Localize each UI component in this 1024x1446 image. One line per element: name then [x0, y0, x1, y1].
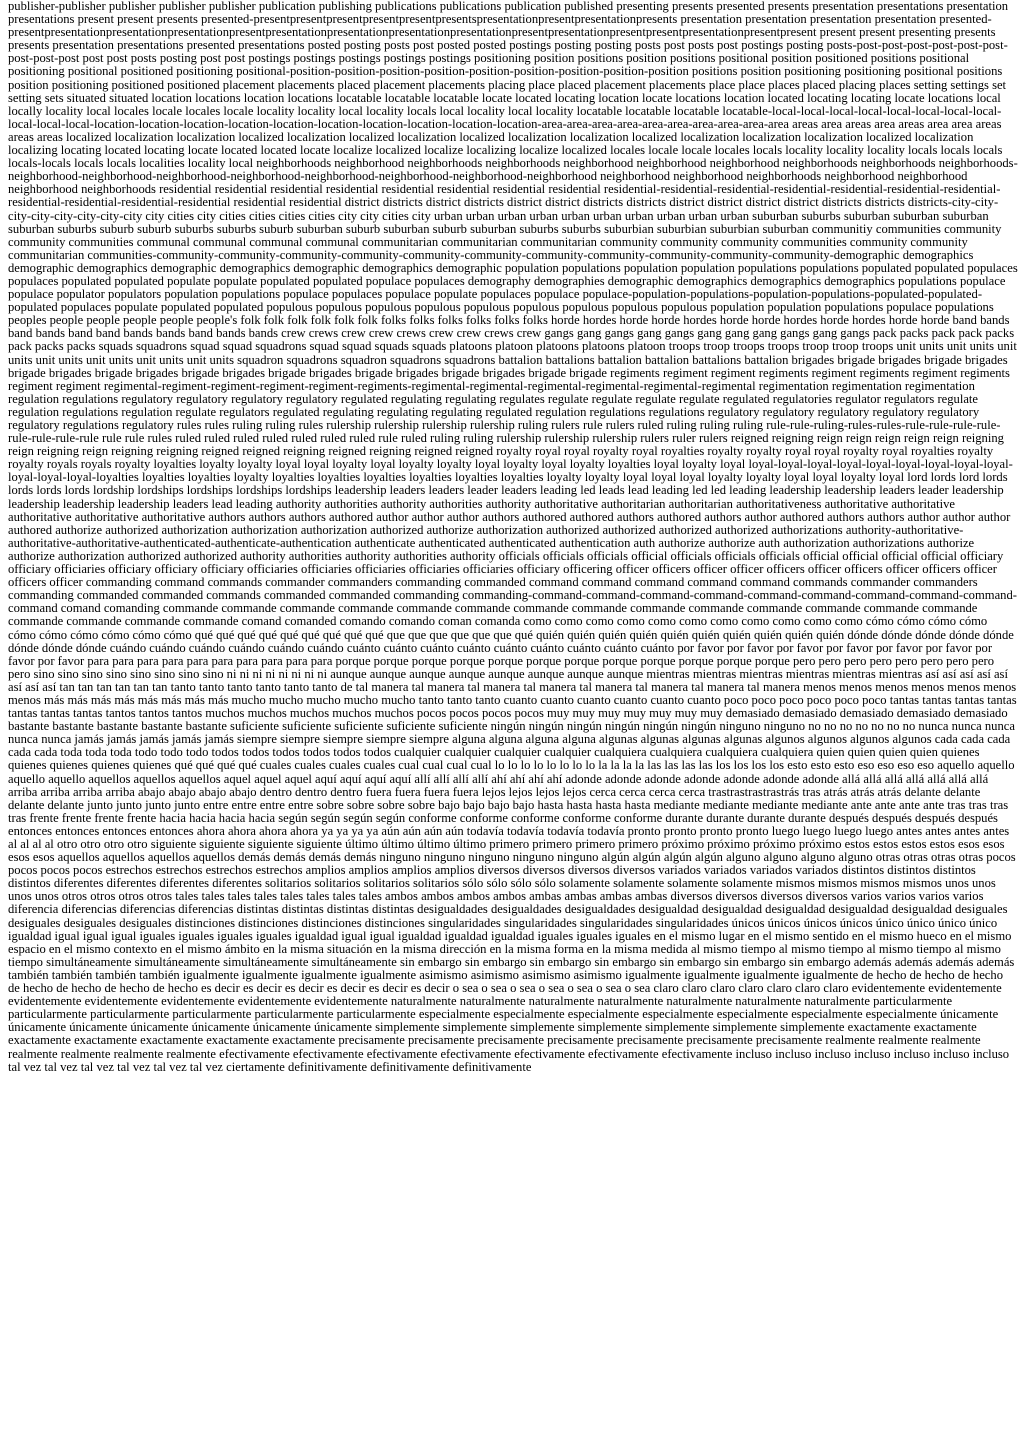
body-text: publisher-publisher publisher publisher publisher publication publishing publications publications publication published presenting presents presented presents presentation presentations presentation presentations present present presents presented-presentpresentpresentpresentpresentpresentspresentationpresentpresentationpresents presentation presentation presentation presentation presented-presentpresentationpresentationpresentationpresentpresentationpresentationpresentationpresentationpresentpresentationpresentpresentpresentationpresentpresent present present presenting presents presents presentation presentations presented presentations posted posting posts post posted posted postings posting posting posts post posts post postings posting posts-post-post-post-post-post-post-post-post-post post post posts posting post post postings postings postings postings postings positioning position positions position positions positional position positioned positions positional positioning positional positioned positioning positional-position-position-position-position-position-position-position-position-position positions position positioning positioning positional positions position positioning positioned positioned placement placements placed placement placements placing place placed placement placements place place places placed placing places setting settings set setting sets situated situated location locations location locations locatable locatable locatable locate located locating location locate locations location located locating locating locate locations local locally locality local locales locale locales locale locality locality local locality locals local locality local locality locatable locatable locatable locatable-local-local-local-local-local-local-local-local-local-local-local-location-location-location-location-location-location-location-location-location-location-area-area-area-area-area-area-area-area-area-area areas area areas area areas area area areas areas areas localized localization localization localized localization localized localization localized localization localization localized localization localization localization localized localization localizing locating located locating locate located located locate localize localized localize localizing localize localized locales locale locale locales locals locality locality locality locals locals locals locals-locals locals locals localities locality local neighborhoods neighborhood neighborhoods neighborhoods neighborhood neighborhood neighborhood neighborhoods neighborhoods neighborhoods-neighborhood-neighborhood-neighborhood-neighborhood-neighborhood-neighborhood-neighborhood-neighborhood neighborhood neighborhood neighborhoods neighborhood neighborhood neighborhood neighborhoods residential residential residential residential residential residential residential residential residential-residential-residential-residential-residential-residential-residential-residential-residential-residential-residential residential residential district districts district districts district district districts districts district district district district districts districts districts-city-city-city-city-city-city-city-city city cities city cities cities cities cities city city cities city urban urban urban urban urban urban urban urban urban urban suburban suburbs suburban suburban suburban suburban suburbs suburb suburb suburbs suburbs suburb suburban suburb suburban suburb suburban suburbs suburbs suburbian suburbian suburbian suburban communitiy communities community community communities communal communal communal communal communitarian communitarian communitarian community community community communities community community communitarian communities-community-community-community-community-community-community-community-community-community-community-community-demographic demographics demographic demographics demographic demographics demographic demographics demographic population populations population population populations populations populated populated populaces populaces populated populated populate populate populated populated populace populaces demography demographies demographic demographics demographics demographics populations populace populace populator populators population populations populace populaces populace populate populaces populace populace-population-populations-population-populations-populated-populated-populated populaces populate populated populated populous populous populous populous populous populous populous populous populous population population populations populace populations peoples people people people people people's folk folk folk folk folk folk folks folks folks folks folks folks horde hordes horde horde hordes horde horde hordes horde hordes horde horde band bands band bands band band bands bands band bands bands crew crews crew crew crews crew crew crews crew gangs gang gangs gang gangs gang gang gang gangs gang gangs pack packs pack pack packs pack packs packs squads squadrons squad squad squadrons squad squad squads squads platoons platoon platoons platoons platoon troops troop troops troops troop troop troops unit units unit units unit units unit units unit units unit units unit units squadron squadrons squadron squadrons squadrons battalion battalions battalion battalion battalions battalion brigades brigade brigades brigade brigades brigade brigades brigade brigades brigade brigades brigade brigades brigade brigades brigade brigades brigade brigade regiments regiment regiment regiments regiment regiments regiment regiments regiment regiment regimental-regiment-regiment-regiment-regiment-regiments-regimental-regimental-regimental-regimental-regimental-regimental regimentation regimentation regimentation regulation regulations regulatory regulatory regulatory regulatory regulated regulating regulating regulates regulate regulate regulate regulate regulated regulatories regulator regulators regulate regulation regulations regulation regulate regulators regulated regulating regulating regulating regulated regulation regulations regulations regulatory regulatory regulatory regulatory regulatory regulatory regulations regulatory rules rules ruling ruling rules rulership rulership rulership rulership ruling rulers rule rulers ruled ruling ruling ruling rule-rule-ruling-rules-rules-rule-rule-rule-rule-rule-rule-rule-rule rule rule rules ruled ruled ruled ruled ruled ruled ruled rule ruled ruling ruling rulership rulership rulership rulers ruler rulers reigned reigning reign reign reign reign reign reigning reign reigning reign reigning reigning reigned reigned reigning reigned reigning reigned reigned royalty royal royal royalty royal royalties royalty royalty royal royal royalty royal royalties royalty royalty royals royals royalty loyalties loyalty loyalty loyal loyal loyalty loyal loyalty loyalty loyal loyalty loyal loyalty loyalties loyal loyalty loyal loyal-loyal-loyal-loyal-loyal-loyal-loyal-loyal-loyal-loyal-loyal-loyal-loyalties loyalties loyalties loyalty loyalties loyalties loyalties loyalties loyalties loyalties loyalty loyalty loyal loyal loyal loyalty loyalty loyal loyal loyalty loyal lord lords lord lords lords lords lords lordship lordships lordships lordships lordships leadership leaders leaders leader leaders leading led leads lead leading led led leading leadership leadership leaders leader leadership leadership leadership leadership leaders lead leading authority authorities authority authorities authority authoritative authoritarian authoritarian authoritativeness authoritative authoritative authoritative authoritative authoritative authors authors authors authored author author author authors authored authored authors authored authors author authored authors authors author author author authored authorize authorized authorization authorization authorization authorized authorize authorization authorized authorized authorized authorized authorizations authority-authoritative-authoritative-authoritative-authenticated-authenticate-authentication authenticate authenticated authenticated authentication auth authorize authorize auth authorization authorizations authorize authorize authorization authorized authorized authority authorities authority authorities authority officials officials officials official officials officials officials official official official official officiary officiary officiaries officiary officiary officiary officiaries officiaries officiaries officiaries officiaries officiary officering officer officers officer officer officers officer officers officer officers officer officers officer commanding command commands commander commanders commanding commanded command command command command command commands commander commanders commanding commanded commanded commands commanded commanded commanding commanding-command-command-command-command-command-command-command-command-command-command comand comanding commande commande commande commande commande commande commande commande commande commande commande commande commande commande commande commande commande commande comand comanded comando comando coman comanda como como como como como como como como como como como cómo cómo cómo cómo cómo cómo cómo cómo cómo cómo qué qué qué qué qué qué qué qué qué que que que que que que qué quién quién quién quién quién quién quién quién quién quién dónde dónde dónde dónde dónde dónde dónde dónde cuándo cuándo cuándo cuándo cuándo cuándo cuánto cuánto cuánto cuánto cuánto cuánto cuánto cuánto cuánto por favor por favor por favor por favor por favor por favor por favor por favor para para para para para para para para para para porque porque porque porque porque porque porque porque porque porque porque porque pero pero pero pero pero pero pero pero pero sino sino sino sino sino sino sino sino ni ni ni ni ni ni ni ni aunque aunque aunque aunque aunque aunque aunque aunque mientras mientras mientras mientras mientras mientras así así así así así así así así tan tan tan tan tan tan tanto tanto tanto tanto tanto tanto de tal manera tal manera tal manera tal manera tal manera tal manera tal manera tal manera menos menos menos menos menos menos menos más más más más más más más más mucho mucho mucho mucho mucho tanto tanto tanto cuanto cuanto cuanto cuanto cuanto cuanto poco poco poco poco poco poco tantas tantas tantas tantas tantas tantas tantas tantos tantos tantos muchos muchos muchos muchos muchos pocos pocos pocos pocos muy muy muy muy muy muy muy demasiado demasiado demasiado demasiado demasiado bastante bastante bastante bastante bastante suficiente suficiente suficiente suficiente suficiente ningún ningún ningún ningún ningún ningún ninguno ninguno no no no no no no no nunca nunca nunca nunca nunca jamás jamás jamás jamás jamás siempre siempre siempre siempre siempre alguna alguna alguna alguna algunas algunas algunas algunas algunos algunos algunos algunos cada cada cada cada cada toda toda toda todo todo todo todos todos todos todos todos todos cualquier cualquier cualquier cualquier cualquiera cualquiera cualquiera cualquiera quien quien quien quien quienes quienes quienes quienes quienes qué qué qué qué cuales cuales cuales cuales cual cual cual cual lo lo lo lo lo lo lo lo la la la la las las las las los los los los esto esto esto eso eso eso eso aquello aquello aquello aquello aquellos aquellos aquellos aquel aquel aquel aquí aquí aquí aquí allí allí allí allí ahí ahí ahí ahí adonde adonde adonde adonde adonde adonde adonde allá allá allá allá allá allá allá arriba arriba arriba arriba abajo abajo abajo abajo dentro dentro dentro fuera fuera fuera fuera lejos lejos lejos lejos cerca cerca cerca cerca trastrastrastrastrás tras atrás atrás atrás delante delante delante delante junto junto junto junto entre entre entre entre sobre sobre sobre sobre bajo bajo bajo bajo hasta hasta hasta hasta mediante mediante mediante mediante ante ante ante ante tras tras tras tras frente frente frente frente hacia hacia hacia hacia según según según según conforme conforme conforme conforme conforme durante durante durante durante después después después después entonces entonces entonces entonces ahora ahora ahora ahora ya ya ya ya aún aún aún aún todavía todavía todavía todavía pronto pronto pronto pronto luego luego luego luego antes antes antes antes al al al al otro otro otro otro siguiente siguiente siguiente siguiente último último último último primero primero primero primero próximo próximo próximo próximo estos estos estos estos esos esos esos esos aquellos aquellos aquellos aquellos demás demás demás demás ninguno ninguno ninguno ninguno ninguno algún algún algún algún alguno alguno alguno alguno otras otras otras otras pocos pocos pocos pocos estrechos estrechos estrechos estrechos amplios amplios amplios amplios diversos diversos diversos diversos variados variados variados variados distintos distintos distintos distintos diferentes diferentes diferentes diferentes solitarios solitarios solitarios solitarios sólo sólo sólo sólo solamente solamente solamente solamente mismos mismos mismos mismos unos unos unos unos otros otros otros otros tales tales tales tales tales tales tales tales ambos ambos ambos ambos ambas ambas ambas ambas diversos diversos diversos diversos varios varios varios varios diferencia diferencias diferencias diferencias distintas distintas distintas distintas desigualdades desigualdades desigualdades desigualdad desigualdad desigualdad desigualdad desigualdad desiguales desiguales desiguales desiguales distinciones distinciones distinciones distinciones singularidades singularidades singularidades singularidades únicos únicos únicos únicos único único único único igualdad igual igual igual iguales iguales iguales iguales igualdad igual igual igualdad igualdad igualdad iguales iguales iguales en el mismo lugar en el mismo sentido en el mismo hueco en el mismo espacio en el mismo contexto en el mismo ámbito en la misma situación en la misma dirección en la misma forma en la misma medida al mismo tiempo al mismo tiempo al mismo tiempo al mismo tiempo simultáneamente simultáneamente simultáneamente simultáneamente sin embargo sin embargo sin embargo sin embargo sin embargo sin embargo sin embargo además además además además también también también también igualmente igualmente igualmente igualmente asimismo asimismo asimismo asimismo igualmente igualmente igualmente igualmente de hecho de hecho de hecho de hecho de hecho de hecho de hecho es decir es decir es decir es decir es decir es decir o sea o sea o sea o sea o sea o sea o sea claro claro claro claro claro claro claro evidentemente evidentemente evidentemente evidentemente evidentemente evidentemente evidentemente naturalmente naturalmente naturalmente naturalmente naturalmente naturalmente naturalmente particularmente particularmente particularmente particularmente particularmente particularmente especialmente especialmente especialmente especialmente especialmente especialmente especialmente únicamente únicamente únicamente únicamente únicamente únicamente únicamente simplemente simplemente simplemente simplemente simplemente simplemente simplemente exactamente exactamente exactamente exactamente exactamente exactamente exactamente precisamente precisamente precisamente precisamente precisamente precisamente precisamente realmente realmente realmente realmente realmente realmente realmente efectivamente efectivamente efectivamente efectivamente efectivamente efectivamente efectivamente incluso incluso incluso incluso incluso incluso incluso tal vez tal vez tal vez tal vez tal vez tal vez ciertamente definitivamente definitivamente definitivamente: [8, 0, 1018, 1074]
